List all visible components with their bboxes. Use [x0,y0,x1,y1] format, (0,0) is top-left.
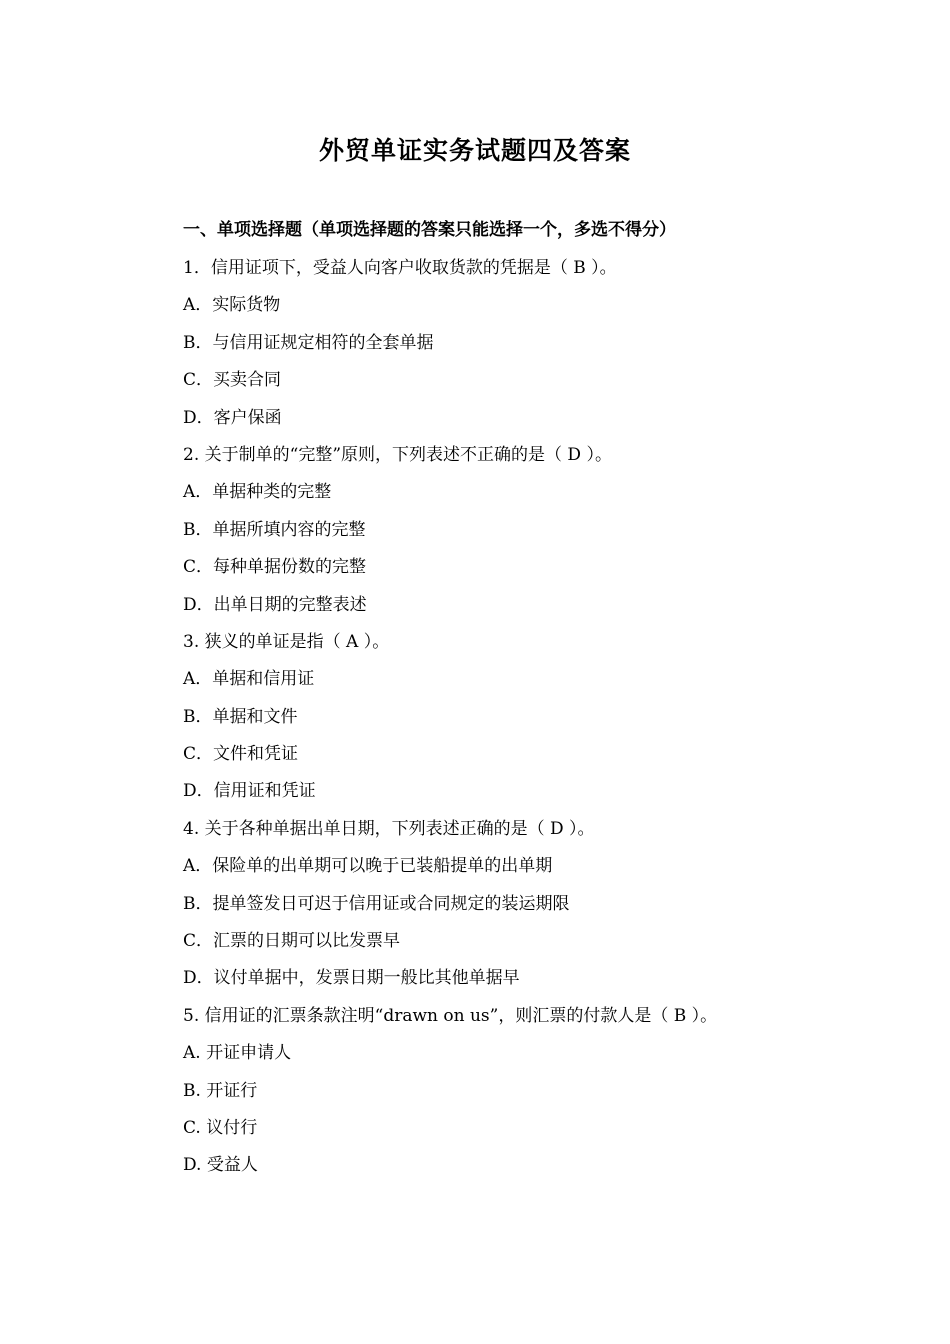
answer-option: D. 受益人 [183,1155,258,1176]
answer-option: A. 开证申请人 [183,1043,292,1064]
question-stem: 2. 关于制单的“完整”原则，下列表述不正确的是（ D ）。 [183,444,612,465]
answer-option: C．文件和凭证 [183,744,299,765]
answer-option: C. 议付行 [183,1117,258,1138]
answer-option: C．买卖合同 [183,370,282,391]
question-list [183,254,883,1189]
answer-option: D．出单日期的完整表述 [183,594,367,615]
answer-option: B．单据和文件 [183,706,298,727]
question-stem: 5. 信用证的汇票条款注明“drawn on us”，则汇票的付款人是（ B ）。 [183,1005,718,1026]
answer-option: B. 开证行 [183,1080,258,1101]
section-heading: 一、单项选择题（单项选择题的答案只能选择一个，多选不得分） [183,220,676,240]
document-title: 外贸单证实务试题四及答案 [318,136,631,165]
answer-option: A．单据和信用证 [183,669,315,690]
answer-option: D．客户保函 [183,407,282,428]
answer-option: C．每种单据份数的完整 [183,557,367,578]
answer-option: A．实际货物 [183,295,281,316]
question-stem: 3. 狭义的单证是指（ A ）。 [183,631,390,652]
answer-option: D．议付单据中，发票日期一般比其他单据早 [183,968,520,989]
answer-option: C．汇票的日期可以比发票早 [183,931,401,952]
answer-option: D．信用证和凭证 [183,781,316,802]
question-stem: 1．信用证项下，受益人向客户收取货款的凭据是（ B ）。 [183,258,617,278]
question-stem: 4. 关于各种单据出单日期，下列表述正确的是（ D ）。 [183,818,595,839]
answer-option: A．保险单的出单期可以晚于已装船提单的出单期 [183,856,553,877]
answer-option: B．提单签发日可迟于信用证或合同规定的装运期限 [183,893,570,914]
answer-option: B．单据所填内容的完整 [183,519,366,540]
answer-option: A．单据种类的完整 [183,482,332,503]
answer-option: B．与信用证规定相符的全套单据 [183,332,434,353]
